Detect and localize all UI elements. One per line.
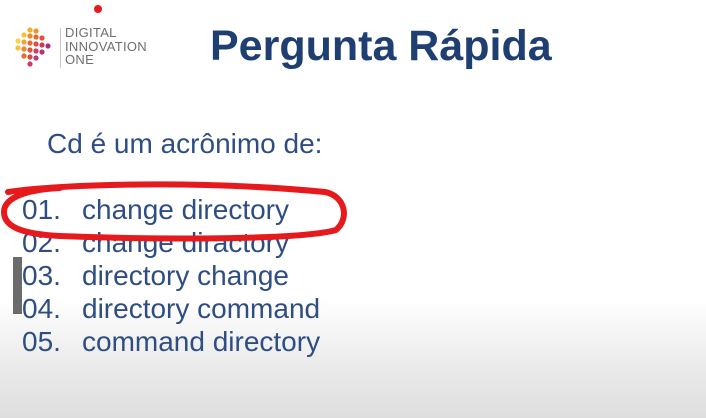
logo-text-line-2: INNOVATION (65, 38, 147, 54)
answer-option-02 (22, 226, 320, 259)
option-number: 01. (22, 194, 61, 225)
answer-option-03 (22, 259, 320, 292)
option-number: 04. (22, 293, 61, 324)
answer-option-01 (22, 193, 320, 226)
answer-option-04 (22, 292, 320, 325)
option-text: directory command (82, 293, 321, 324)
digital-innovation-one-logo (14, 26, 164, 72)
answer-option-05 (22, 325, 320, 358)
question-text: Cd é um acrônimo de: (47, 128, 323, 159)
option-text: directory change (82, 260, 290, 291)
answer-options-list (22, 193, 320, 358)
option-number: 05. (22, 326, 61, 357)
logo-dots-icon (14, 26, 54, 70)
option-text: command directory (82, 326, 321, 357)
option-number: 02. (22, 227, 61, 258)
option-text: change diractory (82, 227, 290, 258)
slide-title: Pergunta Rápida (210, 22, 552, 70)
logo-divider (60, 28, 61, 68)
option-text: change directory (82, 194, 290, 225)
logo-text (65, 26, 147, 67)
logo-text-line-3: ONE (65, 52, 95, 67)
logo-text-line-1: DIGITAL (65, 25, 117, 40)
option-number: 03. (22, 260, 61, 291)
laser-pointer-dot (94, 5, 102, 13)
scrollbar-handle[interactable] (13, 257, 22, 314)
